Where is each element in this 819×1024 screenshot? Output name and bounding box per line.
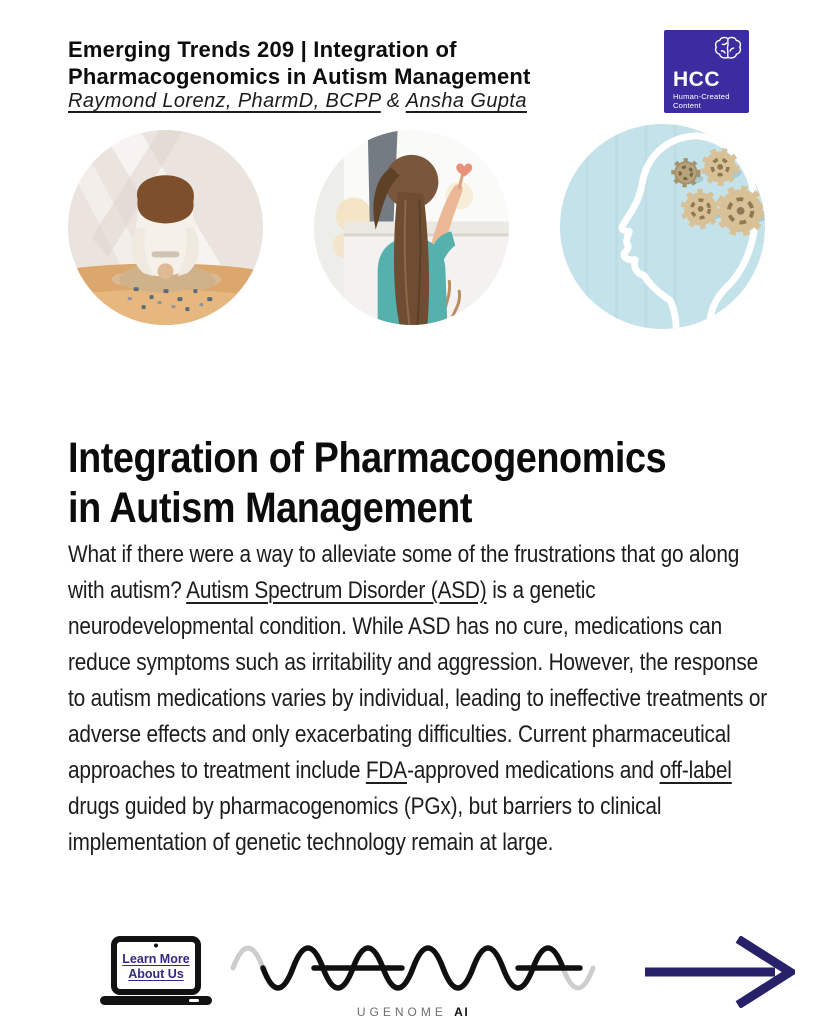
hcc-logo — [664, 30, 749, 113]
article-paragraph — [68, 537, 768, 861]
inline-link[interactable]: FDA — [365, 757, 408, 784]
brain-icon — [713, 35, 743, 63]
author-link-2[interactable]: Ansha Gupta — [405, 90, 527, 112]
dna-helix-logo — [230, 942, 596, 994]
photo-child-puzzle — [68, 130, 263, 325]
paragraph-text: drugs guided by pharmacogenomics (PGx), but barriers to clinical implementation of genetic technology remain at large. — [68, 793, 662, 856]
photo-girl-window — [314, 130, 509, 325]
child-puzzle-illustration — [68, 130, 263, 325]
arrow-right-icon[interactable] — [643, 936, 795, 1008]
byline — [68, 90, 527, 113]
learn-more-laptop — [99, 936, 213, 1006]
article-title — [68, 433, 666, 533]
article-title-line2: in Autism Management — [68, 483, 472, 532]
photo-head-gears — [560, 124, 765, 329]
paragraph-text: -approved medications and — [407, 757, 660, 784]
girl-window-illustration — [314, 130, 509, 325]
hcc-logo-subtitle: Human-Created Content — [673, 92, 730, 110]
header-title-line2: Pharmacogenomics in Autism Management — [68, 64, 531, 89]
paragraph-text: What if there were a way to alleviate some of the frustrations that go along with autism? — [68, 541, 740, 604]
learn-more-link[interactable]: Learn More About Us — [122, 952, 190, 981]
ugenome-logo — [230, 942, 596, 1019]
article-title-line1: Integration of Pharmacogenomics — [68, 433, 667, 482]
inline-link[interactable]: off-label — [659, 757, 732, 784]
hcc-logo-abbr: HCC — [673, 68, 720, 91]
ugenome-wordmark: UGENOME AI — [356, 1005, 470, 1019]
header-title-line1: Emerging Trends 209 | Integration of — [68, 37, 457, 62]
paragraph-text: is a genetic neurodevelopmental condition. While ASD has no cure, medications can reduce symptoms such as irritability and aggression. However, the response to autism medications varies by individual, leading to ineffective treatments or adverse effects and only exacerbating difficulties. Current pharmaceutical approaches to treatment include — [68, 577, 768, 784]
byline-separator: & — [380, 90, 406, 112]
author-link-1[interactable]: Raymond Lorenz, PharmD, BCPP — [68, 90, 381, 112]
page-header-title — [68, 36, 531, 90]
inline-link[interactable]: Autism Spectrum Disorder (ASD) — [186, 577, 487, 604]
head-gears-illustration — [560, 124, 765, 329]
